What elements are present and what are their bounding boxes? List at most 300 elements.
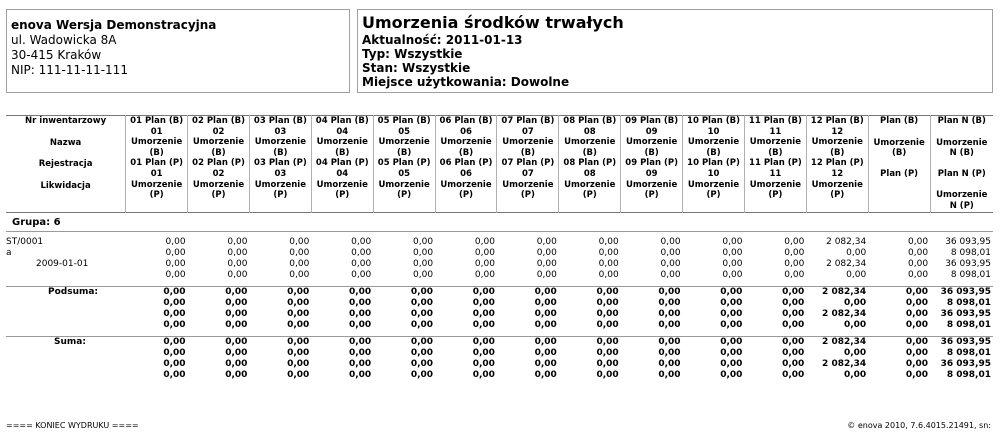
header-month-12-line: Umorzenie xyxy=(811,137,863,148)
header-month-3-line: 03 Plan (P) xyxy=(254,158,307,169)
item-cell: 0,00 xyxy=(474,247,495,258)
header-month-3-line: Umorzenie xyxy=(254,137,306,148)
item-cell: 0,00 xyxy=(598,247,619,258)
total-cell: 0,00 xyxy=(720,347,743,358)
header-plan-n-line: N (B) xyxy=(949,148,974,159)
report-header-box xyxy=(357,9,993,93)
header-month-8-line: Umorzenie xyxy=(564,137,616,148)
subtotal-cell: 0,00 xyxy=(596,319,619,330)
header-month-4-line: (B) xyxy=(335,147,350,158)
total-cell: 0,00 xyxy=(410,369,434,380)
item-row xyxy=(6,237,993,248)
header-month-7-line: Umorzenie xyxy=(502,137,554,148)
subtotal-cell: 0,00 xyxy=(287,308,310,319)
subtotal-cell: 0,00 xyxy=(720,297,743,308)
item-cell: 0,00 xyxy=(165,269,186,280)
header-month-8-line: 08 xyxy=(583,168,596,179)
header-month-11-line: Umorzenie xyxy=(749,179,801,190)
end-of-print: ==== KONIEC WYDRUKU ==== xyxy=(6,421,139,430)
item-cell: 0,00 xyxy=(413,269,434,280)
total-cell: 0,00 xyxy=(534,347,557,358)
item-label: a xyxy=(6,247,12,258)
header-month-2-line: 02 xyxy=(212,126,225,137)
header-month-11-line: 11 xyxy=(769,168,782,179)
subtotal-label xyxy=(6,298,126,309)
total-row xyxy=(6,348,993,359)
item-cell: 8 098,01 xyxy=(950,247,991,258)
subtotal-cell: 2 082,34 xyxy=(822,308,867,319)
item-cell: 0,00 xyxy=(227,236,248,247)
header-month-12-line: 12 xyxy=(831,168,844,179)
item-row xyxy=(6,248,993,259)
item-row xyxy=(6,259,993,270)
header-month-10-line: 10 xyxy=(707,168,720,179)
subtotal-cell: 0,00 xyxy=(163,308,186,319)
total-cell: 0,00 xyxy=(126,336,188,348)
header-left-line: Rejestracja xyxy=(38,159,93,170)
total-row xyxy=(6,359,993,370)
header-month-7-line: Umorzenie xyxy=(502,179,554,190)
header-month-10 xyxy=(683,116,745,213)
item-cell: 0,00 xyxy=(289,269,310,280)
subtotal-cell: 0,00 xyxy=(472,319,495,330)
header-month-8-line: 08 Plan (B) xyxy=(563,116,617,126)
item-label: 2009-01-01 xyxy=(36,258,89,269)
item-cell: 0,00 xyxy=(227,247,248,258)
header-month-7 xyxy=(497,116,559,213)
header-month-2-line: (P) xyxy=(211,190,226,201)
total-cell: 0,00 xyxy=(744,336,806,348)
header-month-5-line: (B) xyxy=(397,147,412,158)
subtotal-cell: 36 093,95 xyxy=(930,286,993,298)
subtotal-cell: 0,00 xyxy=(782,319,805,330)
header-left-line: Likwidacja xyxy=(40,180,91,191)
subtotal-cell: 8 098,01 xyxy=(946,297,991,308)
total-cell: 0,00 xyxy=(596,358,619,369)
header-month-4-line: 04 xyxy=(336,126,349,137)
header-month-5-line: Umorzenie xyxy=(378,137,430,148)
header-month-6-line: 06 xyxy=(460,168,472,179)
header-month-11-line: 11 Plan (P) xyxy=(749,158,802,169)
subtotal-cell: 0,00 xyxy=(410,308,434,319)
header-month-2-line: Umorzenie xyxy=(192,137,245,148)
subtotal-cell: 0,00 xyxy=(534,308,557,319)
item-cell: 0,00 xyxy=(908,247,929,258)
subtotal-cell: 0,00 xyxy=(744,286,806,298)
total-cell: 0,00 xyxy=(658,369,681,380)
header-month-9-line: (B) xyxy=(644,147,659,158)
item-cell: 36 093,95 xyxy=(945,258,991,269)
header-month-1-line: 01 Plan (P) xyxy=(130,158,183,169)
header-month-2-line: 02 Plan (P) xyxy=(192,158,245,169)
total-cell: 0,00 xyxy=(287,369,310,380)
item-label xyxy=(6,270,126,281)
header-plan-n-line: N (P) xyxy=(949,200,974,211)
item-cell: 0,00 xyxy=(722,247,743,258)
subtotal-cell: 0,00 xyxy=(410,297,434,308)
copyright: © enova 2010, 7.6.4015.21491, sn: xyxy=(847,421,991,430)
subtotal-cell: 0,00 xyxy=(163,297,186,308)
item-cell: 0,00 xyxy=(165,236,186,247)
subtotal-cell: 8 098,01 xyxy=(946,319,991,330)
item-cell: 0,00 xyxy=(413,258,434,269)
header-plan-n-line: Umorzenie xyxy=(936,190,988,201)
total-cell: 0,00 xyxy=(782,358,805,369)
header-month-5-line: 05 xyxy=(398,126,411,137)
header-month-10-line: Umorzenie xyxy=(687,179,740,190)
item-cell: 0,00 xyxy=(722,236,743,247)
header-month-8-line: 08 xyxy=(583,126,596,137)
item-cell: 0,00 xyxy=(598,258,619,269)
header-month-4-line: (P) xyxy=(335,190,350,201)
item-cell: 0,00 xyxy=(227,258,248,269)
total-cell: 0,00 xyxy=(311,336,373,348)
subtotal-cell: 0,00 xyxy=(348,297,372,308)
total-cell: 0,00 xyxy=(225,369,248,380)
item-cell: 0,00 xyxy=(165,247,186,258)
header-month-7-line: (B) xyxy=(520,147,535,158)
total-cell: 0,00 xyxy=(782,369,805,380)
total-cell: 0,00 xyxy=(472,369,495,380)
item-cell: 0,00 xyxy=(474,236,495,247)
item-cell: 2 082,34 xyxy=(826,258,867,269)
total-cell: 0,00 xyxy=(410,347,434,358)
item-cell: 0,00 xyxy=(660,258,681,269)
report-table xyxy=(6,115,993,381)
header-month-9-line: 09 xyxy=(645,126,658,137)
subtotal-cell: 2 082,34 xyxy=(806,286,868,298)
header-month-11-line: 11 Plan (B) xyxy=(748,116,802,126)
item-cell: 0,00 xyxy=(784,258,805,269)
item-cell: 0,00 xyxy=(474,269,495,280)
item-cell: 0,00 xyxy=(413,236,434,247)
item-cell: 0,00 xyxy=(289,258,310,269)
total-cell: 0,00 xyxy=(472,347,495,358)
item-cell: 0,00 xyxy=(722,269,743,280)
header-month-11-line: Umorzenie xyxy=(749,137,801,148)
total-cell: 0,00 xyxy=(843,347,867,358)
subtotal-cell: 0,00 xyxy=(249,286,311,298)
header-month-7-line: 07 xyxy=(521,168,534,179)
total-cell: 0,00 xyxy=(621,336,683,348)
header-month-8-line: 08 Plan (P) xyxy=(563,158,617,169)
subtotal-cell: 0,00 xyxy=(782,297,805,308)
item-cell: 0,00 xyxy=(598,269,619,280)
subtotal-cell: 0,00 xyxy=(287,297,310,308)
header-month-10-line: (P) xyxy=(706,190,721,201)
item-cell: 0,00 xyxy=(846,269,867,280)
header-month-2 xyxy=(188,116,250,213)
header-month-8-line: (B) xyxy=(582,147,597,158)
header-month-1-line: (P) xyxy=(149,190,164,201)
subtotal-cell: 0,00 xyxy=(225,308,248,319)
header-month-1-line: Umorzenie xyxy=(131,137,183,148)
total-cell: 0,00 xyxy=(720,358,743,369)
total-cell: 0,00 xyxy=(472,358,495,369)
report-title: Umorzenia środków trwałych xyxy=(362,13,624,32)
header-month-12-line: Umorzenie xyxy=(811,179,863,190)
header-month-5-line: Umorzenie xyxy=(378,179,430,190)
total-cell: 0,00 xyxy=(348,369,372,380)
total-row xyxy=(6,370,993,381)
report-type: Typ: Wszystkie xyxy=(362,47,463,61)
header-month-3-line: Umorzenie xyxy=(254,179,306,190)
subtotal-row xyxy=(6,309,993,320)
item-cell: 0,00 xyxy=(536,258,557,269)
header-month-7-line: 07 Plan (P) xyxy=(501,158,555,169)
total-cell: 2 082,34 xyxy=(806,336,868,348)
total-cell: 0,00 xyxy=(596,369,619,380)
total-row xyxy=(6,336,993,348)
company-nip: NIP: 111-11-11-111 xyxy=(11,63,128,77)
header-month-4-line: 04 Plan (P) xyxy=(315,158,369,169)
subtotal-cell: 0,00 xyxy=(225,297,248,308)
header-month-1 xyxy=(126,116,188,213)
item-cell: 0,00 xyxy=(289,247,310,258)
total-cell: 0,00 xyxy=(559,336,621,348)
total-label xyxy=(6,370,126,381)
header-plan-line: Plan (B) xyxy=(880,116,919,126)
total-cell: 0,00 xyxy=(905,369,929,380)
header-left xyxy=(6,116,126,213)
header-month-7-line: 07 xyxy=(521,126,534,137)
header-month-5-line: 05 xyxy=(398,168,411,179)
subtotal-cell: 0,00 xyxy=(435,286,497,298)
subtotal-cell: 0,00 xyxy=(534,297,557,308)
total-cell: 8 098,01 xyxy=(946,347,991,358)
header-month-2-line: 02 Plan (B) xyxy=(192,116,245,126)
header-month-8 xyxy=(559,116,621,213)
item-cell: 2 082,34 xyxy=(826,236,867,247)
header-month-6 xyxy=(435,116,497,213)
group-label: Grupa: 6 xyxy=(6,212,993,231)
header-month-1-line: 01 xyxy=(150,126,163,137)
subtotal-cell: 0,00 xyxy=(534,319,557,330)
header-month-6-line: 06 Plan (P) xyxy=(439,158,493,169)
header-month-9 xyxy=(621,116,683,213)
header-plan-n-line: Plan N (B) xyxy=(937,116,986,126)
header-month-11-line: 11 xyxy=(769,126,782,137)
header-month-8-line: Umorzenie xyxy=(564,179,616,190)
subtotal-label xyxy=(6,320,126,331)
subtotal-cell: 0,00 xyxy=(410,319,434,330)
total-cell: 0,00 xyxy=(596,347,619,358)
header-month-4-line: 04 Plan (B) xyxy=(315,116,369,126)
subtotal-cell: 0,00 xyxy=(683,286,745,298)
header-month-11 xyxy=(744,116,806,213)
total-cell: 0,00 xyxy=(348,358,372,369)
total-cell: 0,00 xyxy=(683,336,745,348)
total-cell: 0,00 xyxy=(249,336,311,348)
item-cell: 0,00 xyxy=(536,269,557,280)
header-month-6-line: (P) xyxy=(459,190,473,201)
total-cell: 0,00 xyxy=(868,336,930,348)
header-month-7-line: (P) xyxy=(520,190,535,201)
total-cell: 0,00 xyxy=(225,358,248,369)
total-cell: 0,00 xyxy=(373,336,435,348)
header-month-2-line: 02 xyxy=(212,168,225,179)
report-state: Stan: Wszystkie xyxy=(362,61,471,75)
total-cell: 0,00 xyxy=(658,358,681,369)
header-month-3-line: 03 Plan (B) xyxy=(253,116,307,126)
total-cell: 0,00 xyxy=(534,369,557,380)
subtotal-cell: 0,00 xyxy=(373,286,435,298)
header-month-6-line: Umorzenie xyxy=(440,137,492,148)
item-cell: 0,00 xyxy=(908,269,929,280)
header-month-10-line: 10 Plan (B) xyxy=(687,116,740,126)
header-month-9-line: (P) xyxy=(644,190,659,201)
item-cell: 36 093,95 xyxy=(945,236,991,247)
item-cell: 0,00 xyxy=(846,247,867,258)
total-cell: 0,00 xyxy=(287,358,310,369)
total-cell: 0,00 xyxy=(163,369,186,380)
total-cell: 0,00 xyxy=(163,358,186,369)
total-cell: 0,00 xyxy=(782,347,805,358)
total-cell: 0,00 xyxy=(435,336,497,348)
subtotal-cell: 0,00 xyxy=(843,319,867,330)
item-cell: 0,00 xyxy=(598,236,619,247)
subtotal-row xyxy=(6,286,993,298)
header-month-4-line: Umorzenie xyxy=(316,137,368,148)
header-plan-n-line: Umorzenie xyxy=(936,137,988,148)
header-row xyxy=(6,116,993,213)
header-month-9-line: 09 Plan (P) xyxy=(625,158,678,169)
total-cell: 0,00 xyxy=(658,347,681,358)
header-month-3-line: (B) xyxy=(273,147,288,158)
subtotal-cell: 0,00 xyxy=(348,308,372,319)
total-cell: 8 098,01 xyxy=(946,369,991,380)
header-month-2-line: (B) xyxy=(211,147,226,158)
subtotal-cell: 0,00 xyxy=(720,319,743,330)
header-month-6-line: Umorzenie xyxy=(440,179,492,190)
report-place: Miejsce użytkowania: Dowolne xyxy=(362,75,570,89)
total-cell: 0,00 xyxy=(843,369,867,380)
item-cell: 0,00 xyxy=(351,269,372,280)
total-cell: 36 093,95 xyxy=(940,358,991,369)
item-cell: 0,00 xyxy=(784,269,805,280)
item-cell: 0,00 xyxy=(165,258,186,269)
header-month-6-line: (B) xyxy=(458,147,474,158)
subtotal-cell: 0,00 xyxy=(658,319,681,330)
item-cell: 0,00 xyxy=(536,247,557,258)
header-month-10-line: 10 xyxy=(707,126,720,137)
total-cell: 0,00 xyxy=(188,336,250,348)
subtotal-cell: 0,00 xyxy=(497,286,559,298)
subtotal-cell: 0,00 xyxy=(782,308,805,319)
subtotal-cell: 0,00 xyxy=(225,319,248,330)
subtotal-label xyxy=(6,309,126,320)
item-cell: 0,00 xyxy=(536,236,557,247)
subtotal-cell: 0,00 xyxy=(287,319,310,330)
item-cell: 0,00 xyxy=(474,258,495,269)
header-month-3-line: (P) xyxy=(273,190,288,201)
item-cell: 0,00 xyxy=(227,269,248,280)
header-month-5 xyxy=(373,116,435,213)
header-month-6-line: 06 xyxy=(460,126,472,137)
subtotal-cell: 0,00 xyxy=(905,319,929,330)
subtotal-cell: 0,00 xyxy=(348,319,372,330)
header-month-4-line: Umorzenie xyxy=(316,179,368,190)
total-cell: 0,00 xyxy=(410,358,434,369)
header-month-12-line: 12 Plan (P) xyxy=(810,158,864,169)
subtotal-cell: 0,00 xyxy=(311,286,373,298)
header-plan-line: (B) xyxy=(892,148,907,159)
report-actuality: Aktualność: 2011-01-13 xyxy=(362,33,523,47)
total-label: Suma: xyxy=(6,336,126,348)
company-box xyxy=(6,9,350,93)
total-cell: 2 082,34 xyxy=(822,358,867,369)
header-left-line: Nazwa xyxy=(49,137,82,148)
total-cell: 0,00 xyxy=(905,358,929,369)
subtotal-cell: 0,00 xyxy=(658,297,681,308)
item-cell: 8 098,01 xyxy=(950,269,991,280)
subtotal-cell: 0,00 xyxy=(905,297,929,308)
item-cell: 0,00 xyxy=(660,247,681,258)
item-cell: 0,00 xyxy=(351,247,372,258)
header-plan-n-line: Plan N (P) xyxy=(937,168,986,179)
header-plan xyxy=(868,116,930,213)
header-month-10-line: Umorzenie xyxy=(687,137,740,148)
subtotal-cell: 0,00 xyxy=(188,286,250,298)
subtotal-cell: 0,00 xyxy=(658,308,681,319)
total-cell: 0,00 xyxy=(163,347,186,358)
item-cell: 0,00 xyxy=(351,236,372,247)
header-month-7-line: 07 Plan (B) xyxy=(501,116,555,126)
item-cell: 0,00 xyxy=(908,258,929,269)
header-month-9-line: Umorzenie xyxy=(626,137,678,148)
company-city: 30-415 Kraków xyxy=(11,48,102,62)
item-cell: 0,00 xyxy=(660,236,681,247)
total-cell: 0,00 xyxy=(287,347,310,358)
subtotal-cell: 0,00 xyxy=(596,297,619,308)
header-month-4 xyxy=(311,116,373,213)
header-month-1-line: Umorzenie xyxy=(131,179,183,190)
header-month-1-line: 01 Plan (B) xyxy=(130,116,184,126)
header-month-4-line: 04 xyxy=(336,168,349,179)
header-month-10-line: 10 Plan (P) xyxy=(687,158,740,169)
subtotal-cell: 0,00 xyxy=(559,286,621,298)
subtotal-cell: 0,00 xyxy=(621,286,683,298)
item-cell: 0,00 xyxy=(413,247,434,258)
company-street: ul. Wadowicka 8A xyxy=(11,33,117,47)
header-month-11-line: (P) xyxy=(768,190,783,201)
item-row xyxy=(6,270,993,281)
item-cell: 0,00 xyxy=(784,247,805,258)
total-label xyxy=(6,359,126,370)
item-cell: 0,00 xyxy=(289,236,310,247)
header-month-9-line: 09 Plan (B) xyxy=(625,116,679,126)
header-plan-line: Umorzenie xyxy=(873,137,925,148)
header-plan-line: Plan (P) xyxy=(880,168,919,179)
subtotal-cell: 0,00 xyxy=(472,297,495,308)
total-label xyxy=(6,348,126,359)
company-name: enova Wersja Demonstracyjna xyxy=(11,18,217,32)
header-month-12 xyxy=(806,116,868,213)
subtotal-cell: 0,00 xyxy=(126,286,188,298)
subtotal-row xyxy=(6,320,993,331)
header-month-12-line: 12 xyxy=(831,126,844,137)
header-plan-n xyxy=(930,116,993,213)
group-row xyxy=(6,212,993,231)
header-month-10-line: (B) xyxy=(706,147,721,158)
item-label: ŚT/0001 xyxy=(6,236,44,247)
header-month-5-line: (P) xyxy=(397,190,412,201)
total-cell: 0,00 xyxy=(534,358,557,369)
item-cell: 0,00 xyxy=(784,236,805,247)
header-left-line: Nr inwentarzowy xyxy=(25,116,107,126)
header-month-9-line: Umorzenie xyxy=(626,179,678,190)
subtotal-cell: 0,00 xyxy=(843,297,867,308)
